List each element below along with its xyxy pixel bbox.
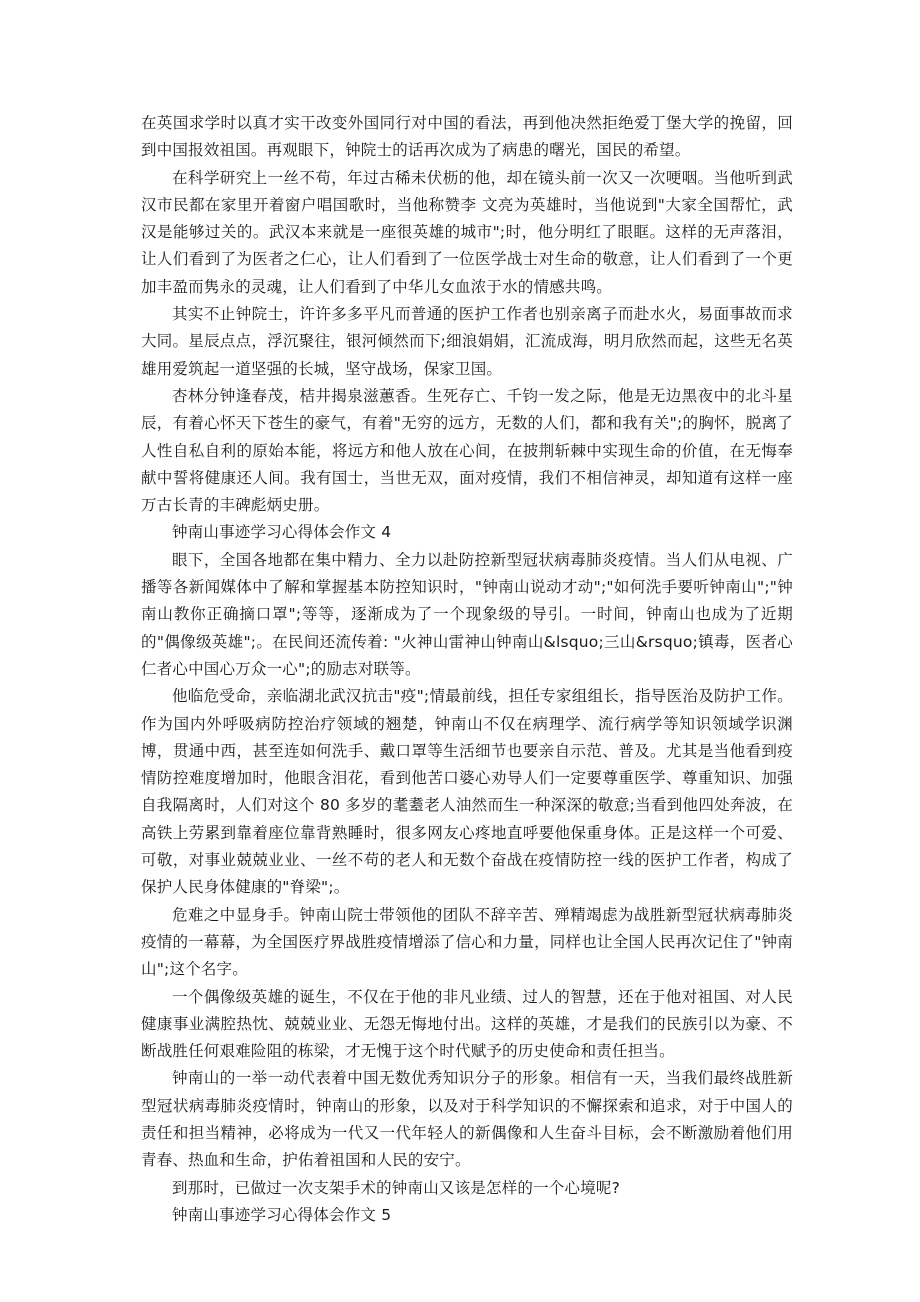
paragraph-5: 眼下，全国各地都在集中精力、全力以赴防控新型冠状病毒肺炎疫情。当人们从电视、广播等各新闻媒体中了解和掌握基本防控知识时，"钟南山说动才动";"如何洗手要听钟南山";"钟南山教你正确摘口罩";等等，逐渐成为了一个现象级的导引。一时间，钟南山也成为了近期的"偶像级英雄";。在民间还流传着: "火神山雷神山钟南山&lsquo;三山&rsquo;镇毒，医者心仁者心中国心万众一心";的励志对联等。 bbox=[141, 550, 793, 678]
paragraph-2: 在科学研究上一丝不苟，年过古稀未伏枥的他，却在镜头前一次又一次哽咽。当他听到武汉市民都在家里开着窗户唱国歌时，当他称赞李 文亮为英雄时，当他说到"大家全国帮忙，武汉是能够过关的。武汉本来就是一座很英雄的城市";时，他分明红了眼眶。这样的无声落泪，让人们看到了为医者之仁心，让人们看到了一位医学战士对生命的敬意，让人们看到了一个更加丰盈而隽永的灵魂，让人们看到了中华儿女血浓于水的情感共鸣。 bbox=[141, 168, 793, 296]
paragraph-10: 到那时，已做过一次支架手术的钟南山又该是怎样的一个心境呢? bbox=[172, 1178, 621, 1197]
document-body bbox=[141, 110, 793, 1229]
section-heading-5: 钟南山事迹学习心得体会作文 5 bbox=[172, 1205, 392, 1224]
paragraph-3: 其实不止钟院士，许许多多平凡而普通的医护工作者也别亲离子而赴水火，易面事故而求大同。星辰点点，浮沉聚往，银河倾然而下;细浪娟娟，汇流成海，明月欣然而起，这些无名英雄用爱筑起一道坚强的长城，坚守战场，保家卫国。 bbox=[141, 305, 793, 378]
paragraph-1: 在英国求学时以真才实干改变外国同行对中国的看法，再到他决然拒绝爱丁堡大学的挽留，回到中国报效祖国。再观眼下，钟院士的话再次成为了病患的曙光，国民的希望。 bbox=[141, 114, 793, 160]
section-heading-4: 钟南山事迹学习心得体会作文 4 bbox=[172, 523, 392, 542]
paragraph-4: 杏林分钟逢春茂，桔井揭泉滋蕙香。生死存亡、千钧一发之际，他是无边黑夜中的北斗星辰，有着心怀天下苍生的豪气，有着"无穷的远方，无数的人们，都和我有关";的胸怀，脱离了人性自私自利的原始本能，将远方和他人放在心间，在披荆斩棘中实现生命的价值，在无悔奉献中誓将健康还人间。我有国士，当世无双，面对疫情，我们不相信神灵，却知道有这样一座万古长青的丰碑彪炳史册。 bbox=[141, 386, 793, 515]
paragraph-8: 一个偶像级英雄的诞生，不仅在于他的非凡业绩、过人的智慧，还在于他对祖国、对人民健康事业满腔热忱、兢兢业业、无怨无悔地付出。这样的英雄，才是我们的民族引以为豪、不断战胜任何艰难险阻的栋梁，才无愧于这个时代赋予的历史使命和责任担当。 bbox=[141, 987, 793, 1061]
paragraph-6: 他临危受命，亲临湖北武汉抗击"疫";情最前线，担任专家组组长，指导医治及防护工作。作为国内外呼吸病防控治疗领域的翘楚，钟南山不仅在病理学、流行病学等知识领域学识渊博，贯通中西，甚至连如何洗手、戴口罩等生活细节也要亲自示范、普及。尤其是当他看到疫情防控难度增加时，他眼含泪花，看到他苦口婆心劝导人们一定要尊重医学、尊重知识、加强自我隔离时，人们对这个 80 多岁的耄耋老人油然而生一种深深的敬意;当看到他四处奔波，在高铁上劳累到靠着座位靠背熟睡时，很多网友心疼地直呼要他保重身体。正是这样一个可爱、可敬，对事业兢兢业业、一丝不苟的老人和无数个奋战在疫情防控一线的医护工作者，构成了保护人民身体健康的"脊梁";。 bbox=[141, 687, 793, 897]
paragraph-9: 钟南山的一举一动代表着中国无数优秀知识分子的形象。相信有一天，当我们最终战胜新型冠状病毒肺炎疫情时，钟南山的形象，以及对于科学知识的不懈探索和追求，对于中国人的责任和担当精神，必将成为一代又一代年轻人的新偶像和人生奋斗目标，会不断激励着他们用青春、热血和生命，护佑着祖国和人民的安宁。 bbox=[141, 1069, 793, 1170]
paragraph-7: 危难之中显身手。钟南山院士带领他的团队不辞辛苦、殚精竭虑为战胜新型冠状病毒肺炎疫情的一幕幕，为全国医疗界战胜疫情增添了信心和力量，同样也让全国人民再次记住了"钟南山";这个名字。 bbox=[141, 905, 793, 979]
